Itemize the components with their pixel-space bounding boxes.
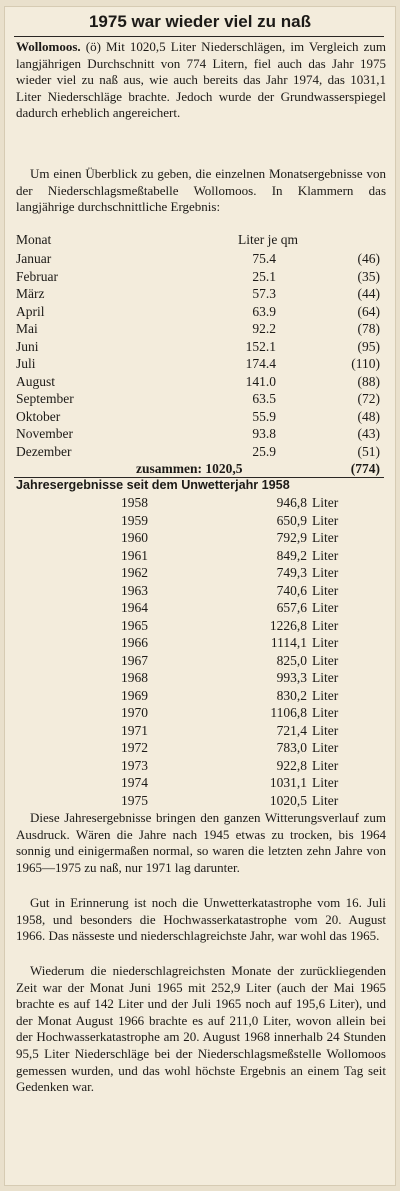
year-unit: Liter (312, 705, 339, 720)
month-average: (48) (357, 408, 380, 424)
month-name: Februar (16, 268, 58, 284)
year-row (16, 669, 386, 687)
year-label: 1974 (121, 775, 148, 790)
year-row (16, 704, 386, 722)
month-name: November (16, 426, 73, 441)
month-name: Oktober (16, 408, 61, 424)
month-row (16, 285, 386, 303)
year-unit: Liter (312, 652, 339, 668)
month-value: 93.8 (252, 426, 276, 441)
month-name: Januar (16, 251, 52, 266)
month-row (16, 443, 386, 461)
total-average: (774) (350, 461, 380, 476)
year-label: 1963 (121, 582, 148, 598)
month-value: 63.5 (252, 391, 276, 406)
month-average: (46) (357, 251, 380, 266)
month-row (16, 390, 386, 408)
year-row (16, 582, 386, 600)
year-value: 1106,8 (270, 705, 307, 720)
month-value: 174.4 (245, 356, 276, 371)
month-value: 141.0 (245, 373, 276, 389)
year-label: 1967 (121, 652, 148, 668)
year-label: 1966 (121, 635, 148, 650)
overview-paragraph: Um einen Überblick zu geben, die einzelnen Monatsergebnisse von der Niederschlagsmeßtabelle Wollomoos. In Klammern das langjährige durchschnittliche Ergebnis: (16, 166, 386, 215)
year-row (16, 652, 386, 670)
year-value: 830,2 (276, 687, 307, 703)
year-label: 1965 (121, 617, 148, 633)
year-unit: Liter (312, 530, 339, 545)
month-name: Mai (16, 321, 38, 336)
month-average: (78) (357, 321, 380, 336)
year-row (16, 687, 386, 705)
year-unit: Liter (312, 582, 339, 598)
year-unit: Liter (312, 565, 339, 580)
records-paragraph: Wiederum die niederschlagreichsten Monate der zurückliegenden Zeit war der Monat Juni 1965 mit 252,9 Liter (auch der Mai 1965 brachte es auf 142 Liter und der Juli 1965 noch auf 195,6 Liter), und der Monat August 1966 brachte es auf 211,0 Liter, wovon allein bei der Hochwasserkatastrophe am 20. August 1968 innerhalb 24 Stunden 95,5 Liter Niederschläge bei der Niederschlagsmeßstelle Wollomoos gemessen wurden, und das wohl höchste Ergebnis an einem Tag seit Gedenken war. (16, 963, 386, 1095)
total-label: zusammen: 1020,5 (136, 461, 243, 476)
year-label: 1961 (121, 547, 148, 563)
month-value: 92.2 (252, 321, 276, 336)
month-row (16, 355, 386, 373)
year-row (16, 529, 386, 547)
month-average: (64) (357, 303, 380, 319)
month-average: (95) (357, 338, 380, 354)
intro-paragraph (16, 39, 386, 122)
month-name: Juni (16, 338, 39, 354)
year-value: 849,2 (276, 547, 307, 563)
month-average: (44) (357, 286, 380, 301)
year-value: 792,9 (276, 530, 307, 545)
month-row (16, 250, 386, 268)
year-unit: Liter (312, 740, 339, 755)
month-average: (72) (357, 391, 380, 406)
month-row (16, 303, 386, 321)
year-unit: Liter (312, 617, 339, 633)
newspaper-clipping (4, 6, 396, 1186)
month-value: 55.9 (252, 408, 276, 424)
month-average: (43) (357, 426, 380, 441)
year-row (16, 599, 386, 617)
year-unit: Liter (312, 792, 339, 808)
year-value: 825,0 (276, 652, 307, 668)
col-month-label: Monat (16, 232, 52, 247)
year-label: 1964 (121, 600, 148, 615)
intro-text: (ö) Mit 1020,5 Liter Niederschlägen, im Vergleich zum langjährigen Durchschnitt von 774 Litern, fiel auch das Jahr 1975 wieder viel zu naß aus, wie auch bereits das Jahr 1974, das 1031,1 Liter Niederschläge brachte. Jedoch wurde der Grundwasserspiegel dadurch erheblich angereichert. (16, 39, 386, 121)
year-label: 1968 (121, 670, 148, 685)
month-row (16, 338, 386, 356)
year-unit: Liter (312, 775, 339, 790)
month-name: September (16, 391, 74, 406)
month-value: 63.9 (252, 303, 276, 319)
month-row (16, 425, 386, 443)
year-label: 1972 (121, 740, 148, 755)
year-row (16, 739, 386, 757)
year-value: 922,8 (276, 757, 307, 773)
year-label: 1973 (121, 757, 148, 773)
monthly-table-header (16, 232, 386, 250)
year-unit: Liter (312, 757, 339, 773)
year-row (16, 757, 386, 775)
year-row (16, 547, 386, 565)
month-value: 75.4 (252, 251, 276, 266)
month-row (16, 408, 386, 426)
month-name: März (16, 286, 45, 301)
year-value: 721,4 (276, 722, 307, 738)
month-name: Juli (16, 356, 36, 371)
year-unit: Liter (312, 495, 339, 510)
dateline: Wollomoos. (16, 39, 81, 54)
month-average: (88) (357, 373, 380, 389)
year-unit: Liter (312, 600, 339, 615)
year-unit: Liter (312, 670, 339, 685)
year-unit: Liter (312, 687, 339, 703)
year-value: 650,9 (276, 512, 307, 528)
year-value: 1020,5 (269, 792, 307, 808)
month-row (16, 268, 386, 286)
year-label: 1958 (121, 495, 148, 510)
col-unit-label: Liter je qm (238, 232, 298, 247)
year-value: 993,3 (276, 670, 307, 685)
month-average: (35) (357, 268, 380, 284)
year-label: 1959 (121, 512, 148, 528)
year-value: 1114,1 (270, 635, 307, 650)
month-name: Dezember (16, 443, 72, 459)
month-value: 57.3 (252, 286, 276, 301)
year-value: 740,6 (276, 582, 307, 598)
year-row (16, 792, 386, 810)
year-unit: Liter (312, 512, 339, 528)
month-average: (110) (351, 356, 380, 371)
headline: 1975 war wieder viel zu naß (88, 12, 312, 31)
month-value: 25.1 (252, 268, 276, 284)
disaster-paragraph: Gut in Erinnerung ist noch die Unwetterkatastrophe vom 16. Juli 1958, und besonders die Hochwasserkatastrophe vom 20. August 1966. Das nässeste und niederschlagreichste Jahr, war wohl das 1965. (16, 895, 386, 944)
year-value: 749,3 (276, 565, 307, 580)
year-label: 1962 (121, 565, 148, 580)
month-row (16, 373, 386, 391)
month-row (16, 320, 386, 338)
headline-rule (14, 36, 384, 37)
year-value: 1226,8 (269, 617, 307, 633)
year-row (16, 564, 386, 582)
year-label: 1960 (121, 530, 148, 545)
month-value: 25.9 (252, 443, 276, 459)
year-row (16, 494, 386, 512)
year-value: 657,6 (276, 600, 307, 615)
year-value: 783,0 (276, 740, 307, 755)
year-label: 1971 (121, 722, 148, 738)
month-average: (51) (357, 443, 380, 459)
month-value: 152.1 (245, 338, 276, 354)
year-value: 946,8 (276, 495, 307, 510)
month-name: April (16, 303, 45, 319)
year-row (16, 722, 386, 740)
year-label: 1975 (121, 792, 148, 808)
year-unit: Liter (312, 722, 339, 738)
year-unit: Liter (312, 635, 339, 650)
year-row (16, 617, 386, 635)
yearly-heading: Jahresergebnisse seit dem Unwetterjahr 1958 (16, 478, 290, 492)
year-row (16, 512, 386, 530)
year-label: 1969 (121, 687, 148, 703)
month-name: August (16, 373, 56, 389)
year-label: 1970 (121, 705, 148, 720)
trend-paragraph: Diese Jahresergebnisse bringen den ganzen Witterungsverlauf zum Ausdruck. Wären die Jahre nach 1945 etwas zu trocken, bis 1964 sonnig und einigermaßen normal, so waren die letzten zehn Jahre von 1965—1975 zu naß, nur 1971 lag darunter. (16, 810, 386, 875)
year-row (16, 634, 386, 652)
year-row (16, 774, 386, 792)
year-value: 1031,1 (269, 775, 307, 790)
year-unit: Liter (312, 547, 339, 563)
